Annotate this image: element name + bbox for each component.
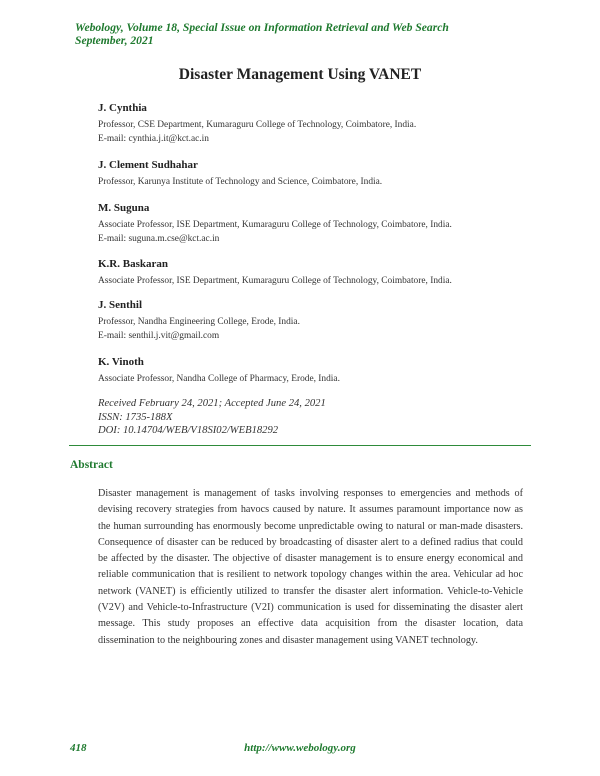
author-name: M. Suguna (98, 202, 150, 214)
journal-header (75, 21, 555, 47)
author-block (98, 202, 538, 246)
journal-header-line1: Webology, Volume 18, Special Issue on Information Retrieval and Web Search (75, 21, 449, 34)
author-name: K.R. Baskaran (98, 258, 168, 270)
abstract-text: Disaster management is management of tasks involving responses to emergencies and methods of devising recovery strategies from havocs caused by nature. It assumes paramount importance now as the human surrounding has enormously become unpredictable owing to natural or man-made disasters. Consequence of disaster can be reduced by broadcasting of disaster alert to a defined radius that could be affected by the disaster. The objective of disaster management is to ensure energy economical and reliable communication that is resilient to network topology changes within the area. Vehicular ad hoc network (VANET) is efficiently utilized to transfer the disaster alert information. Vehicle-to-Vehicle (V2V) and Vehicle-to-Infrastructure (V2I) communication is used for disseminating the disaster alert message. This study proposes an effective data acquisition from the disaster location, data dissemination to the neighbouring zones and disaster management using VANET technology. (98, 488, 523, 646)
publication-info (98, 397, 326, 438)
author-name: J. Clement Sudhahar (98, 159, 198, 171)
journal-header-line2: September, 2021 (75, 34, 154, 47)
footer-url[interactable]: http://www.webology.org (244, 742, 356, 754)
abstract-heading: Abstract (70, 459, 113, 471)
author-affiliation: Associate Professor, Nandha College of Pharmacy, Erode, India. (98, 374, 340, 384)
section-divider (69, 445, 531, 446)
author-block (98, 159, 538, 189)
page-number: 418 (70, 742, 87, 754)
author-affiliation: Professor, Nandha Engineering College, Erode, India. (98, 317, 300, 327)
author-block (98, 356, 538, 386)
author-block (98, 299, 538, 343)
author-affiliation: Professor, Karunya Institute of Technology and Science, Coimbatore, India. (98, 177, 383, 187)
author-affiliation: Associate Professor, ISE Department, Kumaraguru College of Technology, Coimbatore, India. (98, 220, 452, 230)
author-affiliation: Professor, CSE Department, Kumaraguru College of Technology, Coimbatore, India. (98, 120, 417, 130)
author-name: K. Vinoth (98, 356, 144, 368)
doi[interactable]: DOI: 10.14704/WEB/V18SI02/WEB18292 (98, 425, 279, 436)
paper-title: Disaster Management Using VANET (178, 66, 422, 83)
author-email[interactable]: E-mail: cynthia.j.it@kct.ac.in (98, 134, 209, 144)
author-email[interactable]: E-mail: senthil.j.vit@gmail.com (98, 331, 220, 341)
author-block (98, 102, 538, 146)
author-block (98, 258, 538, 288)
author-affiliation: Associate Professor, ISE Department, Kumaraguru College of Technology, Coimbatore, India. (98, 276, 452, 286)
issn: ISSN: 1735-188X (98, 411, 173, 423)
author-email[interactable]: E-mail: suguna.m.cse@kct.ac.in (98, 234, 220, 244)
received-date: Received February 24, 2021; Accepted June 24, 2021 (98, 398, 326, 409)
author-name: J. Senthil (98, 299, 143, 311)
author-name: J. Cynthia (98, 102, 147, 114)
